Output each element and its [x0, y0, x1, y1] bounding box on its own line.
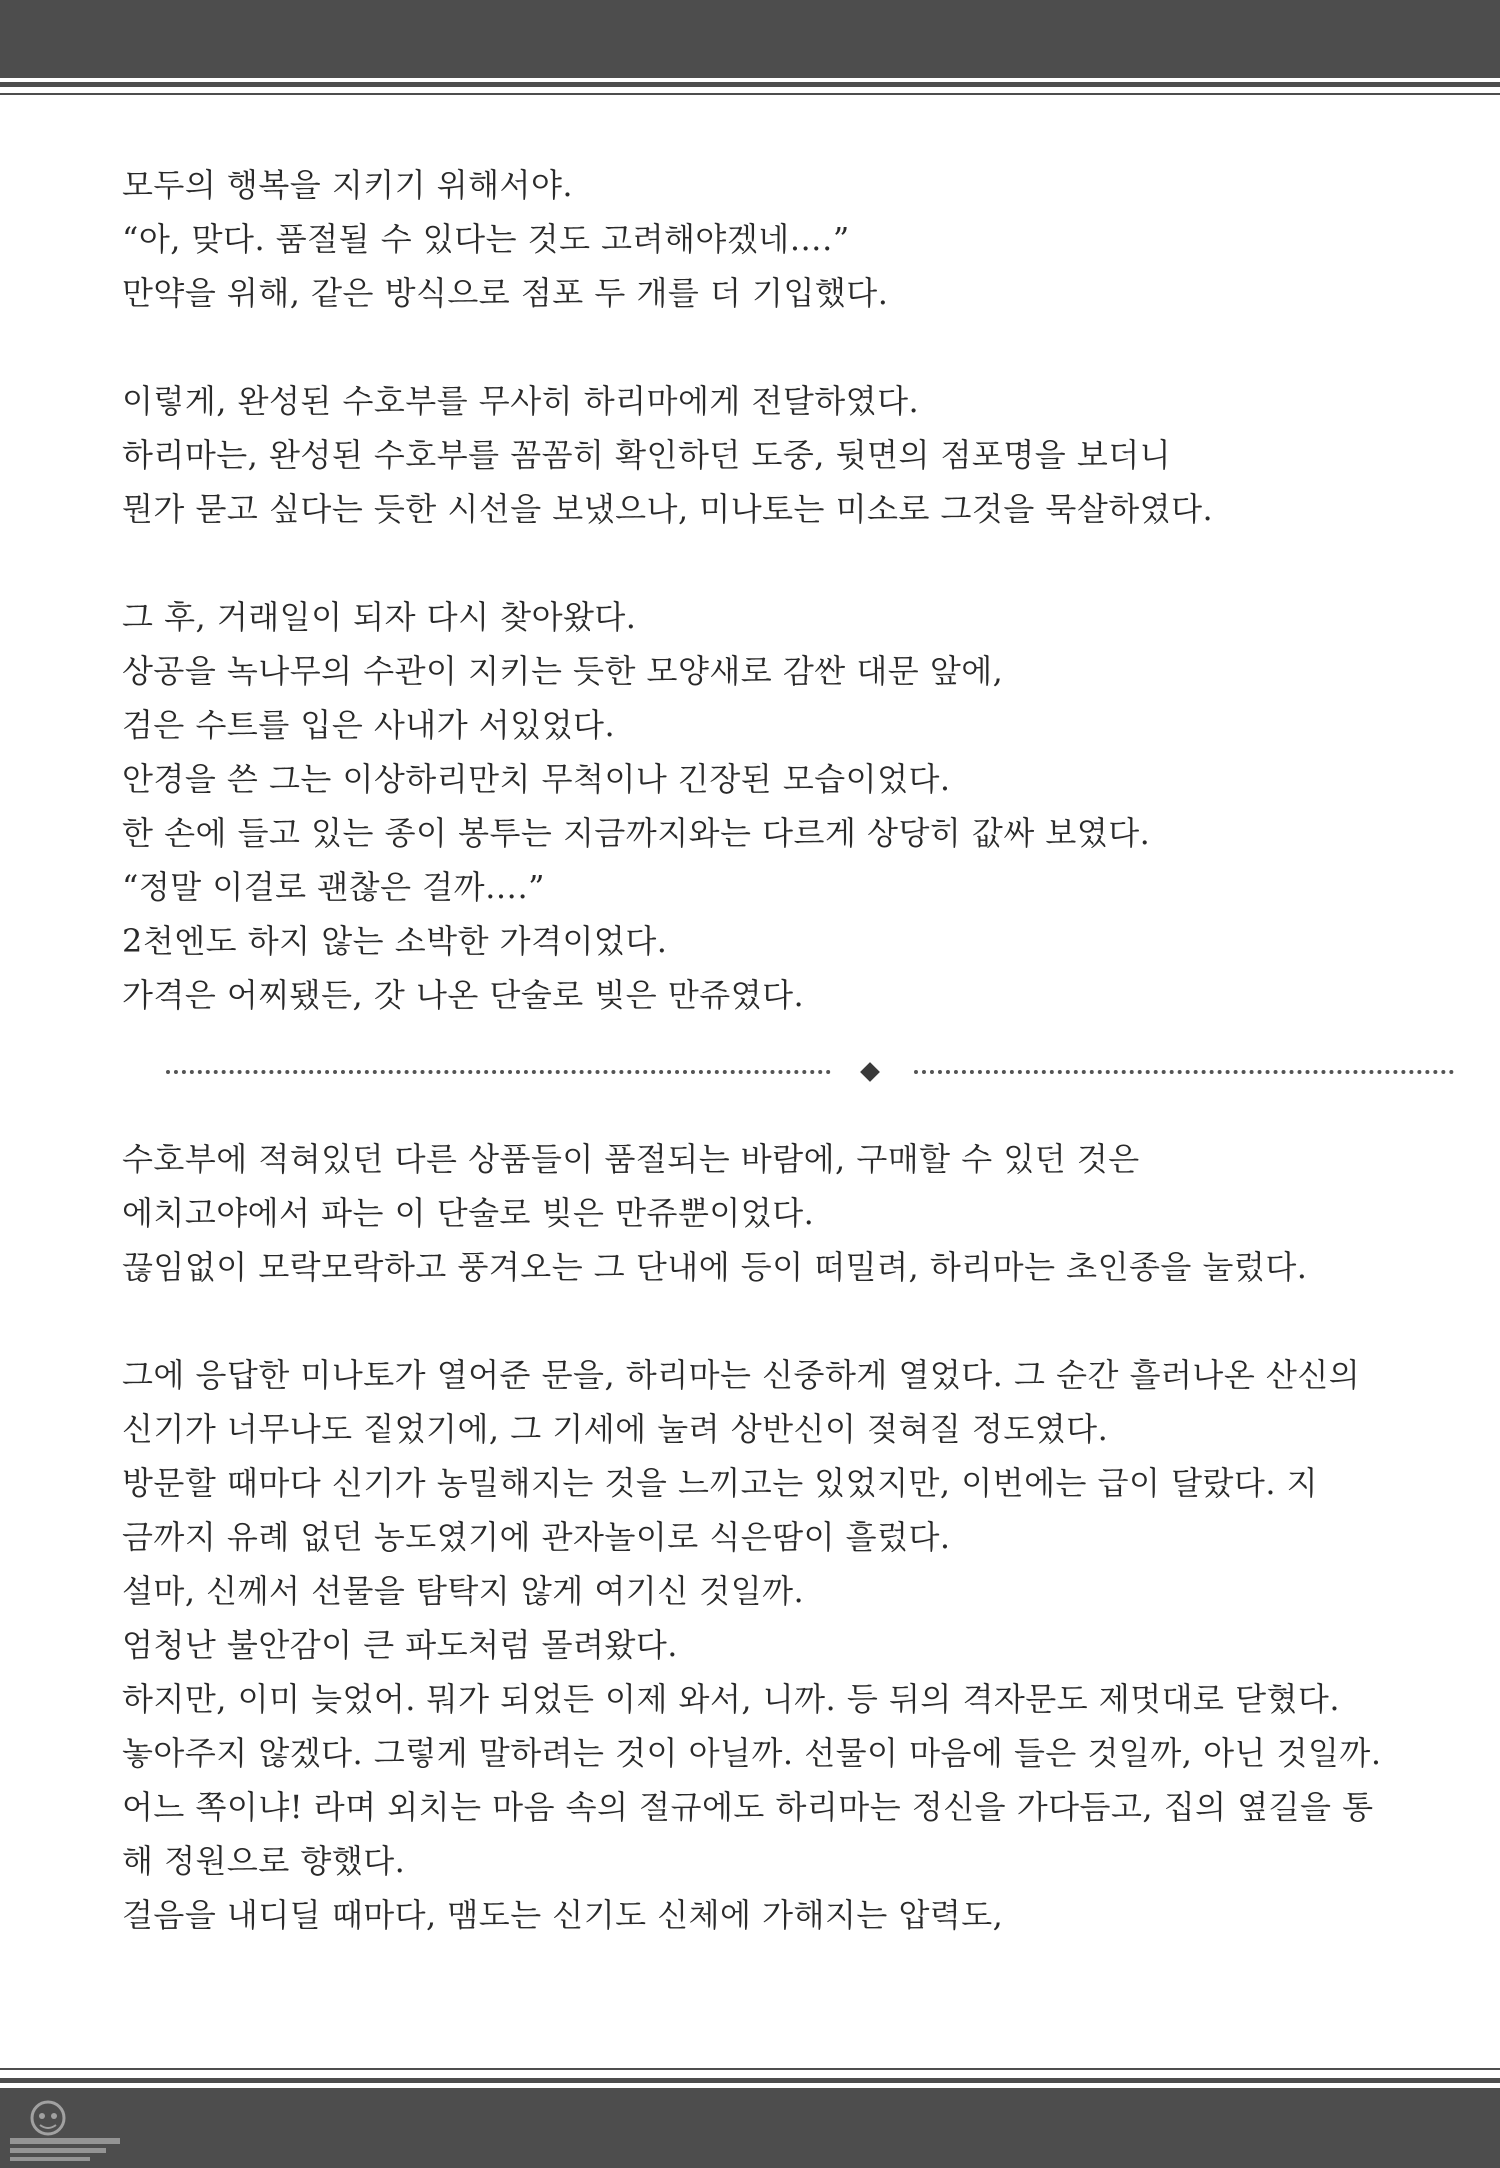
text-line: 설마, 신께서 선물을 탐탁지 않게 여기신 것일까. — [122, 1572, 805, 1610]
text-line: 모두의 행복을 지키기 위해서야. — [122, 166, 574, 204]
text-line: 한 손에 들고 있는 종이 봉투는 지금까지와는 다르게 상당히 값싸 보였다. — [122, 814, 1151, 852]
top-border-rule-thin — [0, 93, 1500, 95]
paragraph-gap — [122, 1294, 1382, 1348]
paragraph — [122, 374, 1382, 536]
bottom-border-band — [0, 2088, 1500, 2168]
top-border-band — [0, 0, 1500, 78]
text-line: 뭔가 묻고 싶다는 듯한 시선을 보냈으나, 미나토는 미소로 그것을 묵살하였다. — [122, 490, 1214, 528]
diamond-icon — [860, 1062, 880, 1082]
paragraph — [122, 158, 1382, 320]
text-line: 엄청난 불안감이 큰 파도처럼 몰려왔다. — [122, 1626, 678, 1664]
paragraph — [122, 1132, 1382, 1294]
text-line: “아, 맞다. 품절될 수 있다는 것도 고려해야겠네….” — [122, 220, 850, 258]
text-line: 놓아주지 않겠다. 그렇게 말하려는 것이 아닐까. 선물이 마음에 들은 것일까, 아닌 것일까. — [122, 1734, 1382, 1772]
text-line: 수호부에 적혀있던 다른 상품들이 품절되는 바람에, 구매할 수 있던 것은 — [122, 1140, 1140, 1178]
text-line: 에치고야에서 파는 이 단술로 빚은 만쥬뿐이었다. — [122, 1194, 815, 1232]
text-line: 2천엔도 하지 않는 소박한 가격이었다. — [122, 922, 668, 960]
text-line: 금까지 유례 없던 농도였기에 관자놀이로 식은땀이 흘렀다. — [122, 1518, 951, 1556]
text-line: 걸음을 내디딜 때마다, 맴도는 신기도 신체에 가해지는 압력도, — [122, 1896, 1004, 1934]
text-line: 방문할 때마다 신기가 농밀해지는 것을 느끼고는 있었지만, 이번에는 급이 달랐다. 지 — [122, 1464, 1319, 1502]
paragraph — [122, 1348, 1382, 1942]
divider-dots-right — [914, 1070, 1454, 1074]
bottom-border-rule-thin — [0, 2068, 1500, 2070]
text-line: 가격은 어찌됐든, 갓 나온 단술로 빚은 만쥬였다. — [122, 976, 805, 1014]
scene-break-divider — [122, 1022, 1382, 1132]
text-line: 만약을 위해, 같은 방식으로 점포 두 개를 더 기입했다. — [122, 274, 889, 312]
top-border-rule — [0, 82, 1500, 87]
text-line: 상공을 녹나무의 수관이 지키는 듯한 모양새로 감싼 대문 앞에, — [122, 652, 1004, 690]
paragraph-gap — [122, 320, 1382, 374]
text-line: “정말 이걸로 괜찮은 걸까….” — [122, 868, 546, 906]
bottom-border-rule — [0, 2078, 1500, 2083]
paragraph-gap — [122, 536, 1382, 590]
text-line: 그에 응답한 미나토가 열어준 문을, 하리마는 신중하게 열었다. 그 순간 흘러나온 산신의 — [122, 1356, 1361, 1394]
text-line: 신기가 너무나도 짙었기에, 그 기세에 눌려 상반신이 젖혀질 정도였다. — [122, 1410, 1109, 1448]
text-line: 어느 쪽이냐! 라며 외치는 마음 속의 절규에도 하리마는 정신을 가다듬고, 집의 옆길을 통 — [122, 1788, 1374, 1826]
text-line: 하리마는, 완성된 수호부를 꼼꼼히 확인하던 도중, 뒷면의 점포명을 보더니 — [122, 436, 1172, 474]
paragraph — [122, 590, 1382, 1022]
text-line: 검은 수트를 입은 사내가 서있었다. — [122, 706, 616, 744]
text-line: 이렇게, 완성된 수호부를 무사히 하리마에게 전달하였다. — [122, 382, 920, 420]
text-line: 해 정원으로 향했다. — [122, 1842, 406, 1880]
divider-dots-left — [166, 1070, 831, 1074]
text-line: 하지만, 이미 늦었어. 뭐가 되었든 이제 와서, 니까. 등 뒤의 격자문도 제멋대로 닫혔다. — [122, 1680, 1341, 1718]
text-line: 끊임없이 모락모락하고 풍겨오는 그 단내에 등이 떠밀려, 하리마는 초인종을 눌렀다. — [122, 1248, 1308, 1286]
page-text-body — [122, 158, 1382, 1942]
text-line: 안경을 쓴 그는 이상하리만치 무척이나 긴장된 모습이었다. — [122, 760, 951, 798]
watermark-logo-icon — [6, 2098, 124, 2164]
text-line: 그 후, 거래일이 되자 다시 찾아왔다. — [122, 598, 637, 636]
